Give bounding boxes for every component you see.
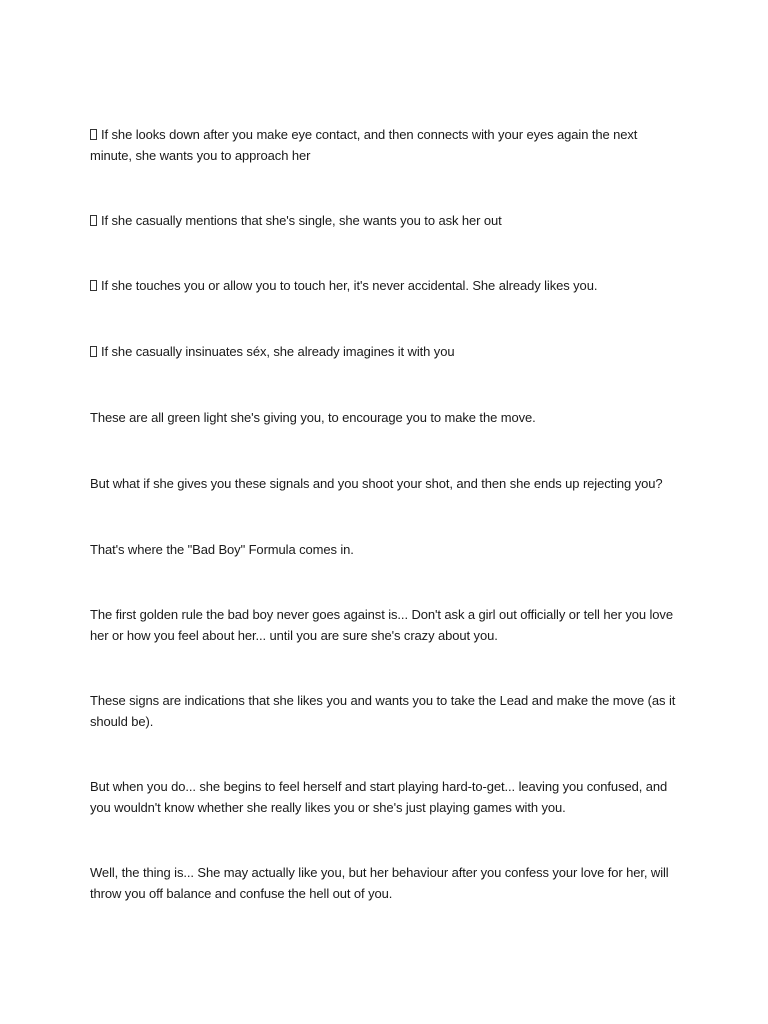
paragraph-text: These are all green light she's giving you, to encourage you to make the move. [90,410,536,425]
paragraph-text: But when you do... she begins to feel herself and start playing hard-to-get... leaving you confused, and you wouldn't know whether she really likes you or she's just playing games with you. [90,779,668,815]
paragraph-5 [90,407,680,428]
paragraph-text: Well, the thing is... She may actually like you, but her behaviour after you confess your love for her, will throw you off balance and confuse the hell out of you. [90,865,669,901]
missing-glyph-icon [90,129,97,140]
paragraph-text: If she casually insinuates séx, she already imagines it with you [101,344,455,359]
paragraph-text: The first golden rule the bad boy never goes against is... Don't ask a girl out officially or tell her you love her or how you feel about her... until you are sure she's crazy about you. [90,607,673,643]
paragraph-7 [90,539,680,560]
paragraph-text: If she casually mentions that she's single, she wants you to ask her out [101,213,502,228]
paragraph-text: But what if she gives you these signals and you shoot your shot, and then she ends up rejecting you? [90,476,663,491]
paragraph-2 [90,210,680,231]
paragraph-text: These signs are indications that she likes you and wants you to take the Lead and make the move (as it should be). [90,693,676,729]
paragraph-3 [90,275,680,296]
paragraph-text: If she touches you or allow you to touch her, it's never accidental. She already likes you. [101,278,598,293]
paragraph-text: That's where the "Bad Boy" Formula comes in. [90,542,354,557]
paragraph-11 [90,862,680,904]
paragraph-10 [90,776,680,818]
missing-glyph-icon [90,346,97,357]
paragraph-9 [90,690,680,732]
missing-glyph-icon [90,280,97,291]
paragraph-text: If she looks down after you make eye contact, and then connects with your eyes again the next minute, she wants you to approach her [90,127,638,163]
paragraph-1 [90,124,680,166]
paragraph-4 [90,341,680,362]
missing-glyph-icon [90,215,97,226]
paragraph-6 [90,473,680,494]
paragraph-8 [90,604,680,646]
